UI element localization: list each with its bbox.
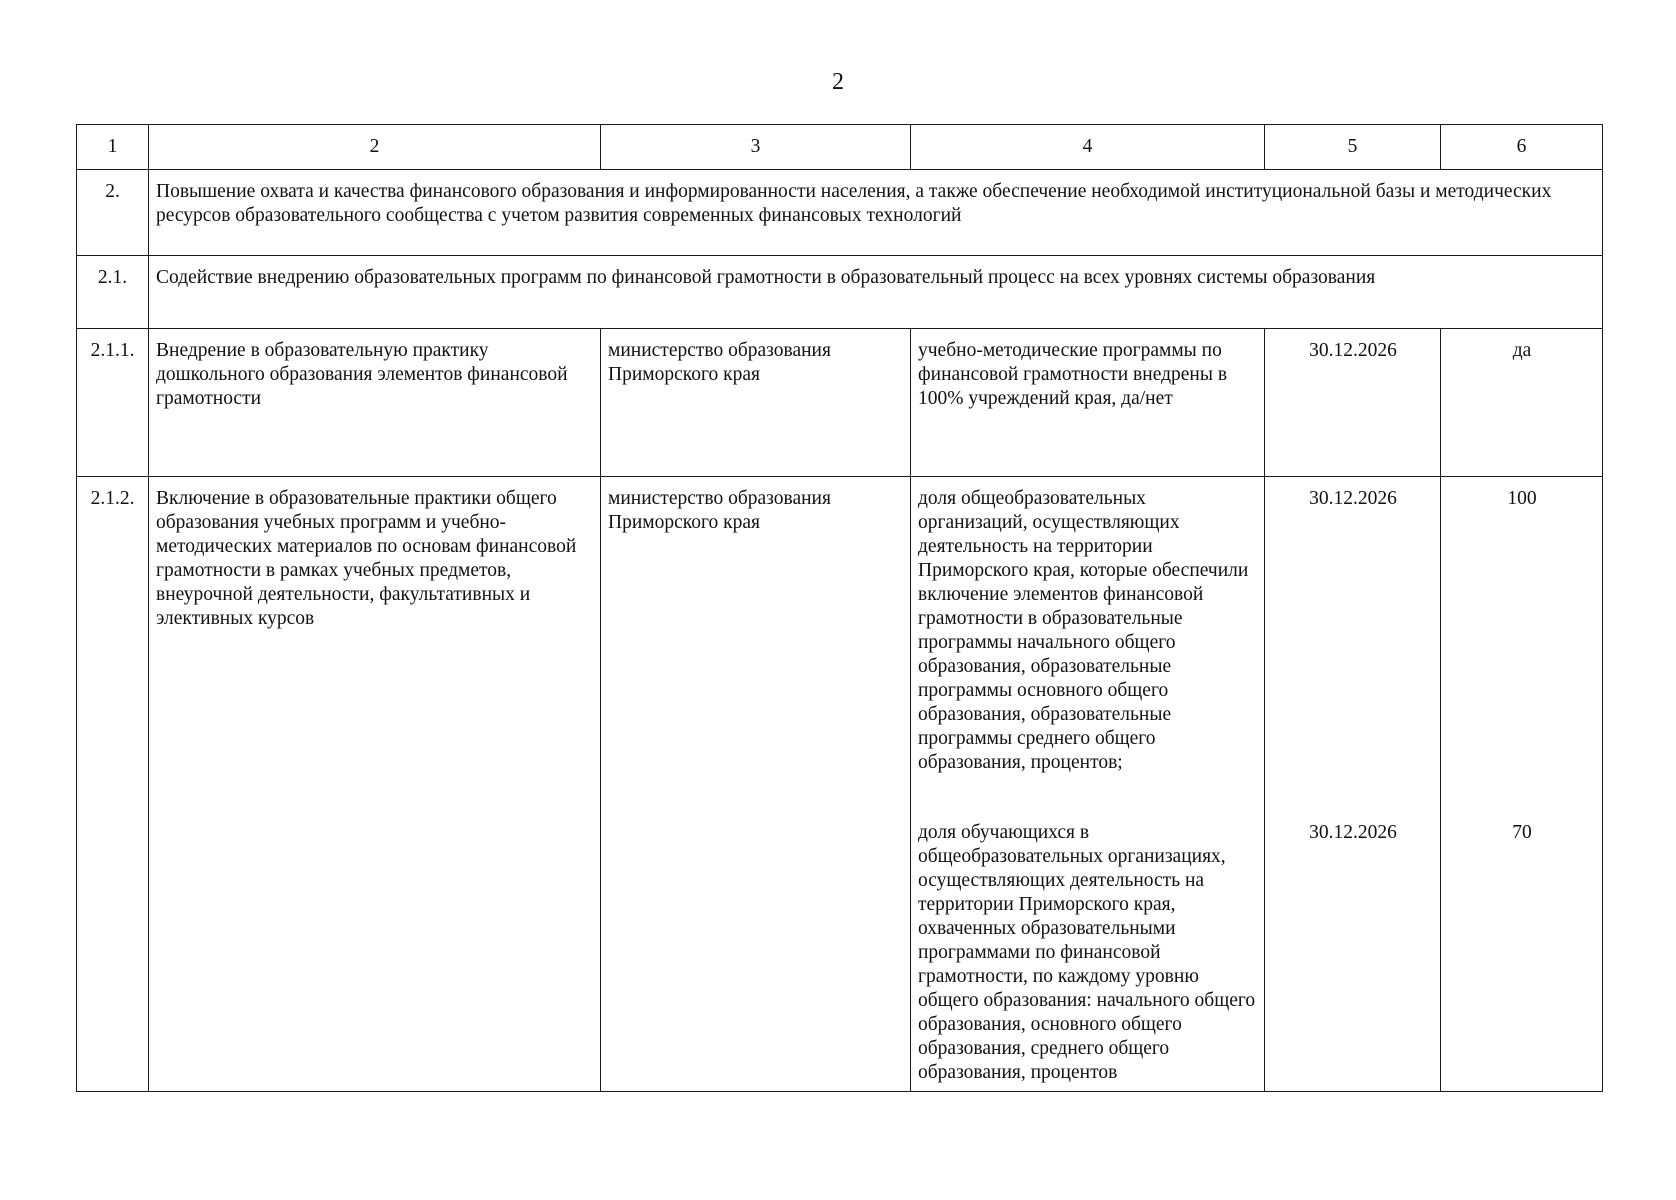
- section-2-1-number: 2.1.: [77, 256, 149, 329]
- row-2-1-2-activity: Включение в образовательные практики общего образования учебных программ и учебно-методических материалов по основам финансовой грамотности в рамках учебных предметов, внеурочной деятельности, факультативных и элективных курсов: [149, 477, 601, 1092]
- row-2-1-2-indicator-2: доля обучающихся в общеобразовательных организациях, осуществляющих деятельность на территории Приморского края, охваченных образовательными программами по финансовой грамотности, по каждому уровню общего образования: начального общего образования, основного общего образования, среднего общего образования, процентов: [911, 811, 1265, 1092]
- row-2-1-2-value-1: 100: [1441, 477, 1603, 812]
- section-row-2: [77, 170, 1603, 256]
- row-2-1-1-value: да: [1441, 329, 1603, 477]
- row-2-1-1-number: 2.1.1.: [77, 329, 149, 477]
- row-2-1-1-activity: Внедрение в образовательную практику дошкольного образования элементов финансовой грамотности: [149, 329, 601, 477]
- header-col-4: 4: [911, 125, 1265, 170]
- section-2-number: 2.: [77, 170, 149, 256]
- table-row-2-1-1: [77, 329, 1603, 477]
- table-row-2-1-2: [77, 477, 1603, 812]
- page-number: 2: [832, 69, 844, 95]
- section-2-1-title: Содействие внедрению образовательных программ по финансовой грамотности в образовательный процесс на всех уровнях системы образования: [149, 256, 1603, 329]
- row-2-1-2-executor: министерство образования Приморского края: [601, 477, 911, 1092]
- header-col-1: 1: [77, 125, 149, 170]
- row-2-1-1-indicator: учебно-методические программы по финансовой грамотности внедрены в 100% учреждений края, да/нет: [911, 329, 1265, 477]
- table-header-row: [77, 125, 1603, 170]
- row-2-1-2-value-2: 70: [1441, 811, 1603, 1092]
- header-col-6: 6: [1441, 125, 1603, 170]
- row-2-1-1-executor: министерство образования Приморского края: [601, 329, 911, 477]
- header-col-5: 5: [1265, 125, 1441, 170]
- plan-table: [76, 124, 1603, 1092]
- header-col-3: 3: [601, 125, 911, 170]
- row-2-1-2-indicator-1: доля общеобразовательных организаций, осуществляющих деятельность на территории Приморского края, которые обеспечили включение элементов финансовой грамотности в образовательные программы начального общего образования, образовательные программы основного общего образования, образовательные программы среднего общего образования, процентов;: [911, 477, 1265, 812]
- row-2-1-2-deadline-1: 30.12.2026: [1265, 477, 1441, 812]
- row-2-1-2-deadline-2: 30.12.2026: [1265, 811, 1441, 1092]
- row-2-1-1-deadline: 30.12.2026: [1265, 329, 1441, 477]
- row-2-1-2-number: 2.1.2.: [77, 477, 149, 1092]
- section-2-title: Повышение охвата и качества финансового образования и информированности населения, а также обеспечение необходимой институциональной базы и методических ресурсов образовательного сообщества с учетом развития современных финансовых технологий: [149, 170, 1603, 256]
- header-col-2: 2: [149, 125, 601, 170]
- section-row-2-1: [77, 256, 1603, 329]
